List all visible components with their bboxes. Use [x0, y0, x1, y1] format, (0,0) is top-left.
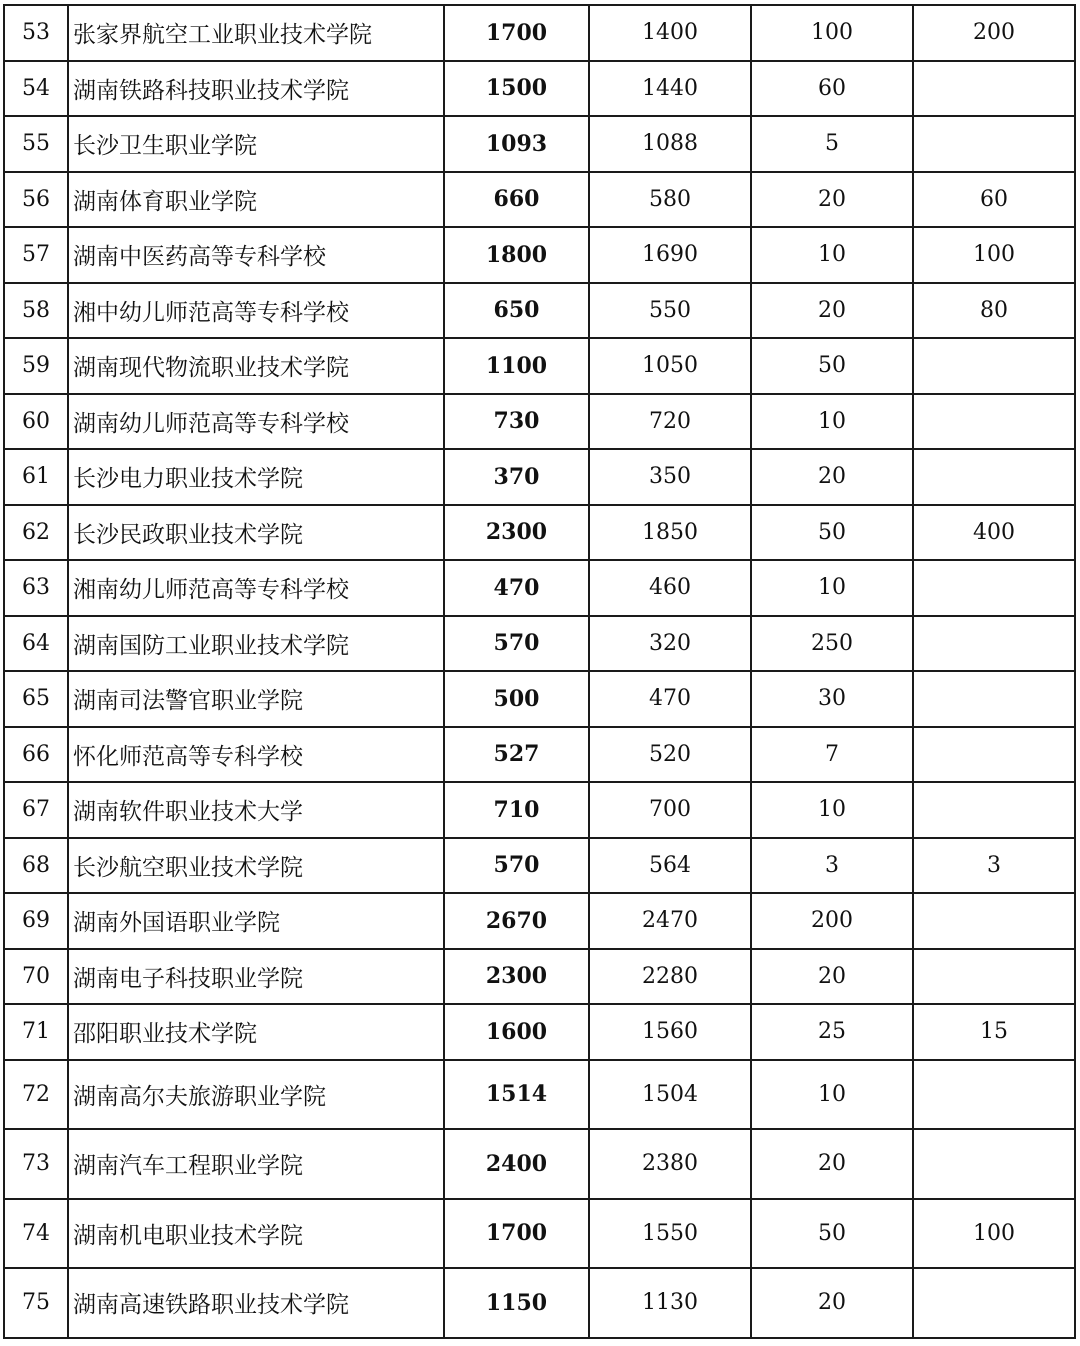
- school-name-cell: 长沙电力职业技术学院: [68, 449, 444, 505]
- count-col2-cell: 7: [751, 727, 913, 783]
- row-number-cell: 55: [4, 116, 68, 172]
- total-cell: 1500: [444, 61, 589, 117]
- school-name-cell: 湖南汽车工程职业学院: [68, 1129, 444, 1199]
- count-col3-cell: [913, 1268, 1075, 1338]
- table-row: [4, 1199, 1075, 1269]
- count-col3-cell: 400: [913, 505, 1075, 561]
- total-cell: 1700: [444, 5, 589, 61]
- count-col1-cell: 1130: [589, 1268, 751, 1338]
- total-cell: 2400: [444, 1129, 589, 1199]
- count-col3-cell: 15: [913, 1004, 1075, 1060]
- table-row: [4, 1004, 1075, 1060]
- table-row: [4, 1060, 1075, 1130]
- count-col3-cell: [913, 1060, 1075, 1130]
- school-name-cell: 湖南机电职业技术学院: [68, 1199, 444, 1269]
- count-col2-cell: 20: [751, 283, 913, 339]
- count-col3-cell: [913, 116, 1075, 172]
- row-number-cell: 69: [4, 893, 68, 949]
- row-number-cell: 64: [4, 616, 68, 672]
- school-name-cell: 湖南国防工业职业技术学院: [68, 616, 444, 672]
- count-col1-cell: 700: [589, 782, 751, 838]
- count-col2-cell: 250: [751, 616, 913, 672]
- school-name-cell: 湖南中医药高等专科学校: [68, 227, 444, 283]
- table-row: [4, 949, 1075, 1005]
- count-col3-cell: [913, 893, 1075, 949]
- school-name-cell: 湖南高尔夫旅游职业学院: [68, 1060, 444, 1130]
- count-col1-cell: 2470: [589, 893, 751, 949]
- count-col2-cell: 10: [751, 394, 913, 450]
- count-col3-cell: [913, 338, 1075, 394]
- school-name-cell: 湖南司法警官职业学院: [68, 671, 444, 727]
- total-cell: 730: [444, 394, 589, 450]
- count-col3-cell: [913, 782, 1075, 838]
- count-col1-cell: 320: [589, 616, 751, 672]
- total-cell: 570: [444, 616, 589, 672]
- row-number-cell: 63: [4, 560, 68, 616]
- table-row: [4, 893, 1075, 949]
- table-row: [4, 616, 1075, 672]
- total-cell: 2300: [444, 505, 589, 561]
- count-col3-cell: 3: [913, 838, 1075, 894]
- row-number-cell: 65: [4, 671, 68, 727]
- count-col1-cell: 1550: [589, 1199, 751, 1269]
- count-col1-cell: 1690: [589, 227, 751, 283]
- school-name-cell: 长沙卫生职业学院: [68, 116, 444, 172]
- count-col1-cell: 720: [589, 394, 751, 450]
- count-col2-cell: 30: [751, 671, 913, 727]
- table-row: [4, 61, 1075, 117]
- row-number-cell: 66: [4, 727, 68, 783]
- count-col1-cell: 470: [589, 671, 751, 727]
- total-cell: 710: [444, 782, 589, 838]
- count-col2-cell: 100: [751, 5, 913, 61]
- school-name-cell: 湖南外国语职业学院: [68, 893, 444, 949]
- table-row: [4, 782, 1075, 838]
- count-col1-cell: 350: [589, 449, 751, 505]
- count-col2-cell: 10: [751, 1060, 913, 1130]
- school-name-cell: 长沙航空职业技术学院: [68, 838, 444, 894]
- row-number-cell: 71: [4, 1004, 68, 1060]
- total-cell: 650: [444, 283, 589, 339]
- count-col2-cell: 10: [751, 560, 913, 616]
- count-col3-cell: 80: [913, 283, 1075, 339]
- school-name-cell: 湘中幼儿师范高等专科学校: [68, 283, 444, 339]
- school-name-cell: 湖南体育职业学院: [68, 172, 444, 228]
- row-number-cell: 57: [4, 227, 68, 283]
- count-col2-cell: 50: [751, 338, 913, 394]
- row-number-cell: 67: [4, 782, 68, 838]
- count-col3-cell: 200: [913, 5, 1075, 61]
- count-col3-cell: 60: [913, 172, 1075, 228]
- table-row: [4, 283, 1075, 339]
- row-number-cell: 75: [4, 1268, 68, 1338]
- count-col2-cell: 3: [751, 838, 913, 894]
- count-col2-cell: 20: [751, 1268, 913, 1338]
- school-name-cell: 长沙民政职业技术学院: [68, 505, 444, 561]
- school-name-cell: 湖南铁路科技职业技术学院: [68, 61, 444, 117]
- table-row: [4, 116, 1075, 172]
- total-cell: 1100: [444, 338, 589, 394]
- count-col1-cell: 1850: [589, 505, 751, 561]
- count-col3-cell: [913, 727, 1075, 783]
- count-col1-cell: 550: [589, 283, 751, 339]
- row-number-cell: 62: [4, 505, 68, 561]
- count-col2-cell: 200: [751, 893, 913, 949]
- table-row: [4, 838, 1075, 894]
- total-cell: 2300: [444, 949, 589, 1005]
- total-cell: 1514: [444, 1060, 589, 1130]
- table-body: [4, 5, 1075, 1338]
- count-col1-cell: 1560: [589, 1004, 751, 1060]
- school-name-cell: 张家界航空工业职业技术学院: [68, 5, 444, 61]
- row-number-cell: 59: [4, 338, 68, 394]
- count-col2-cell: 10: [751, 227, 913, 283]
- count-col1-cell: 1440: [589, 61, 751, 117]
- count-col2-cell: 50: [751, 1199, 913, 1269]
- count-col2-cell: 50: [751, 505, 913, 561]
- table-row: [4, 172, 1075, 228]
- table-row: [4, 338, 1075, 394]
- total-cell: 500: [444, 671, 589, 727]
- school-name-cell: 湖南电子科技职业学院: [68, 949, 444, 1005]
- count-col1-cell: 460: [589, 560, 751, 616]
- row-number-cell: 74: [4, 1199, 68, 1269]
- table-row: [4, 671, 1075, 727]
- count-col3-cell: [913, 616, 1075, 672]
- count-col3-cell: [913, 61, 1075, 117]
- count-col3-cell: [913, 949, 1075, 1005]
- count-col2-cell: 20: [751, 172, 913, 228]
- school-name-cell: 邵阳职业技术学院: [68, 1004, 444, 1060]
- count-col3-cell: [913, 394, 1075, 450]
- school-name-cell: 湘南幼儿师范高等专科学校: [68, 560, 444, 616]
- table-row: [4, 449, 1075, 505]
- total-cell: 660: [444, 172, 589, 228]
- total-cell: 470: [444, 560, 589, 616]
- total-cell: 527: [444, 727, 589, 783]
- total-cell: 1700: [444, 1199, 589, 1269]
- school-name-cell: 湖南软件职业技术大学: [68, 782, 444, 838]
- row-number-cell: 70: [4, 949, 68, 1005]
- count-col2-cell: 20: [751, 449, 913, 505]
- count-col2-cell: 10: [751, 782, 913, 838]
- table-row: [4, 1268, 1075, 1338]
- table-row: [4, 5, 1075, 61]
- count-col3-cell: [913, 671, 1075, 727]
- table-row: [4, 727, 1075, 783]
- count-col1-cell: 580: [589, 172, 751, 228]
- count-col1-cell: 2280: [589, 949, 751, 1005]
- row-number-cell: 68: [4, 838, 68, 894]
- table-row: [4, 1129, 1075, 1199]
- total-cell: 570: [444, 838, 589, 894]
- count-col3-cell: [913, 560, 1075, 616]
- count-col1-cell: 1400: [589, 5, 751, 61]
- count-col1-cell: 1088: [589, 116, 751, 172]
- enrollment-table: [3, 4, 1076, 1339]
- total-cell: 1600: [444, 1004, 589, 1060]
- row-number-cell: 73: [4, 1129, 68, 1199]
- count-col2-cell: 5: [751, 116, 913, 172]
- count-col1-cell: 1050: [589, 338, 751, 394]
- count-col1-cell: 564: [589, 838, 751, 894]
- row-number-cell: 61: [4, 449, 68, 505]
- count-col3-cell: [913, 1129, 1075, 1199]
- total-cell: 1150: [444, 1268, 589, 1338]
- school-name-cell: 湖南现代物流职业技术学院: [68, 338, 444, 394]
- table-row: [4, 505, 1075, 561]
- row-number-cell: 58: [4, 283, 68, 339]
- count-col2-cell: 25: [751, 1004, 913, 1060]
- count-col3-cell: 100: [913, 1199, 1075, 1269]
- total-cell: 370: [444, 449, 589, 505]
- count-col2-cell: 60: [751, 61, 913, 117]
- count-col1-cell: 1504: [589, 1060, 751, 1130]
- school-name-cell: 湖南幼儿师范高等专科学校: [68, 394, 444, 450]
- row-number-cell: 54: [4, 61, 68, 117]
- row-number-cell: 60: [4, 394, 68, 450]
- count-col3-cell: [913, 449, 1075, 505]
- table-row: [4, 560, 1075, 616]
- count-col2-cell: 20: [751, 1129, 913, 1199]
- table-row: [4, 227, 1075, 283]
- count-col1-cell: 520: [589, 727, 751, 783]
- school-name-cell: 湖南高速铁路职业技术学院: [68, 1268, 444, 1338]
- row-number-cell: 53: [4, 5, 68, 61]
- count-col2-cell: 20: [751, 949, 913, 1005]
- count-col1-cell: 2380: [589, 1129, 751, 1199]
- table-row: [4, 394, 1075, 450]
- school-name-cell: 怀化师范高等专科学校: [68, 727, 444, 783]
- total-cell: 1800: [444, 227, 589, 283]
- row-number-cell: 72: [4, 1060, 68, 1130]
- total-cell: 1093: [444, 116, 589, 172]
- count-col3-cell: 100: [913, 227, 1075, 283]
- total-cell: 2670: [444, 893, 589, 949]
- row-number-cell: 56: [4, 172, 68, 228]
